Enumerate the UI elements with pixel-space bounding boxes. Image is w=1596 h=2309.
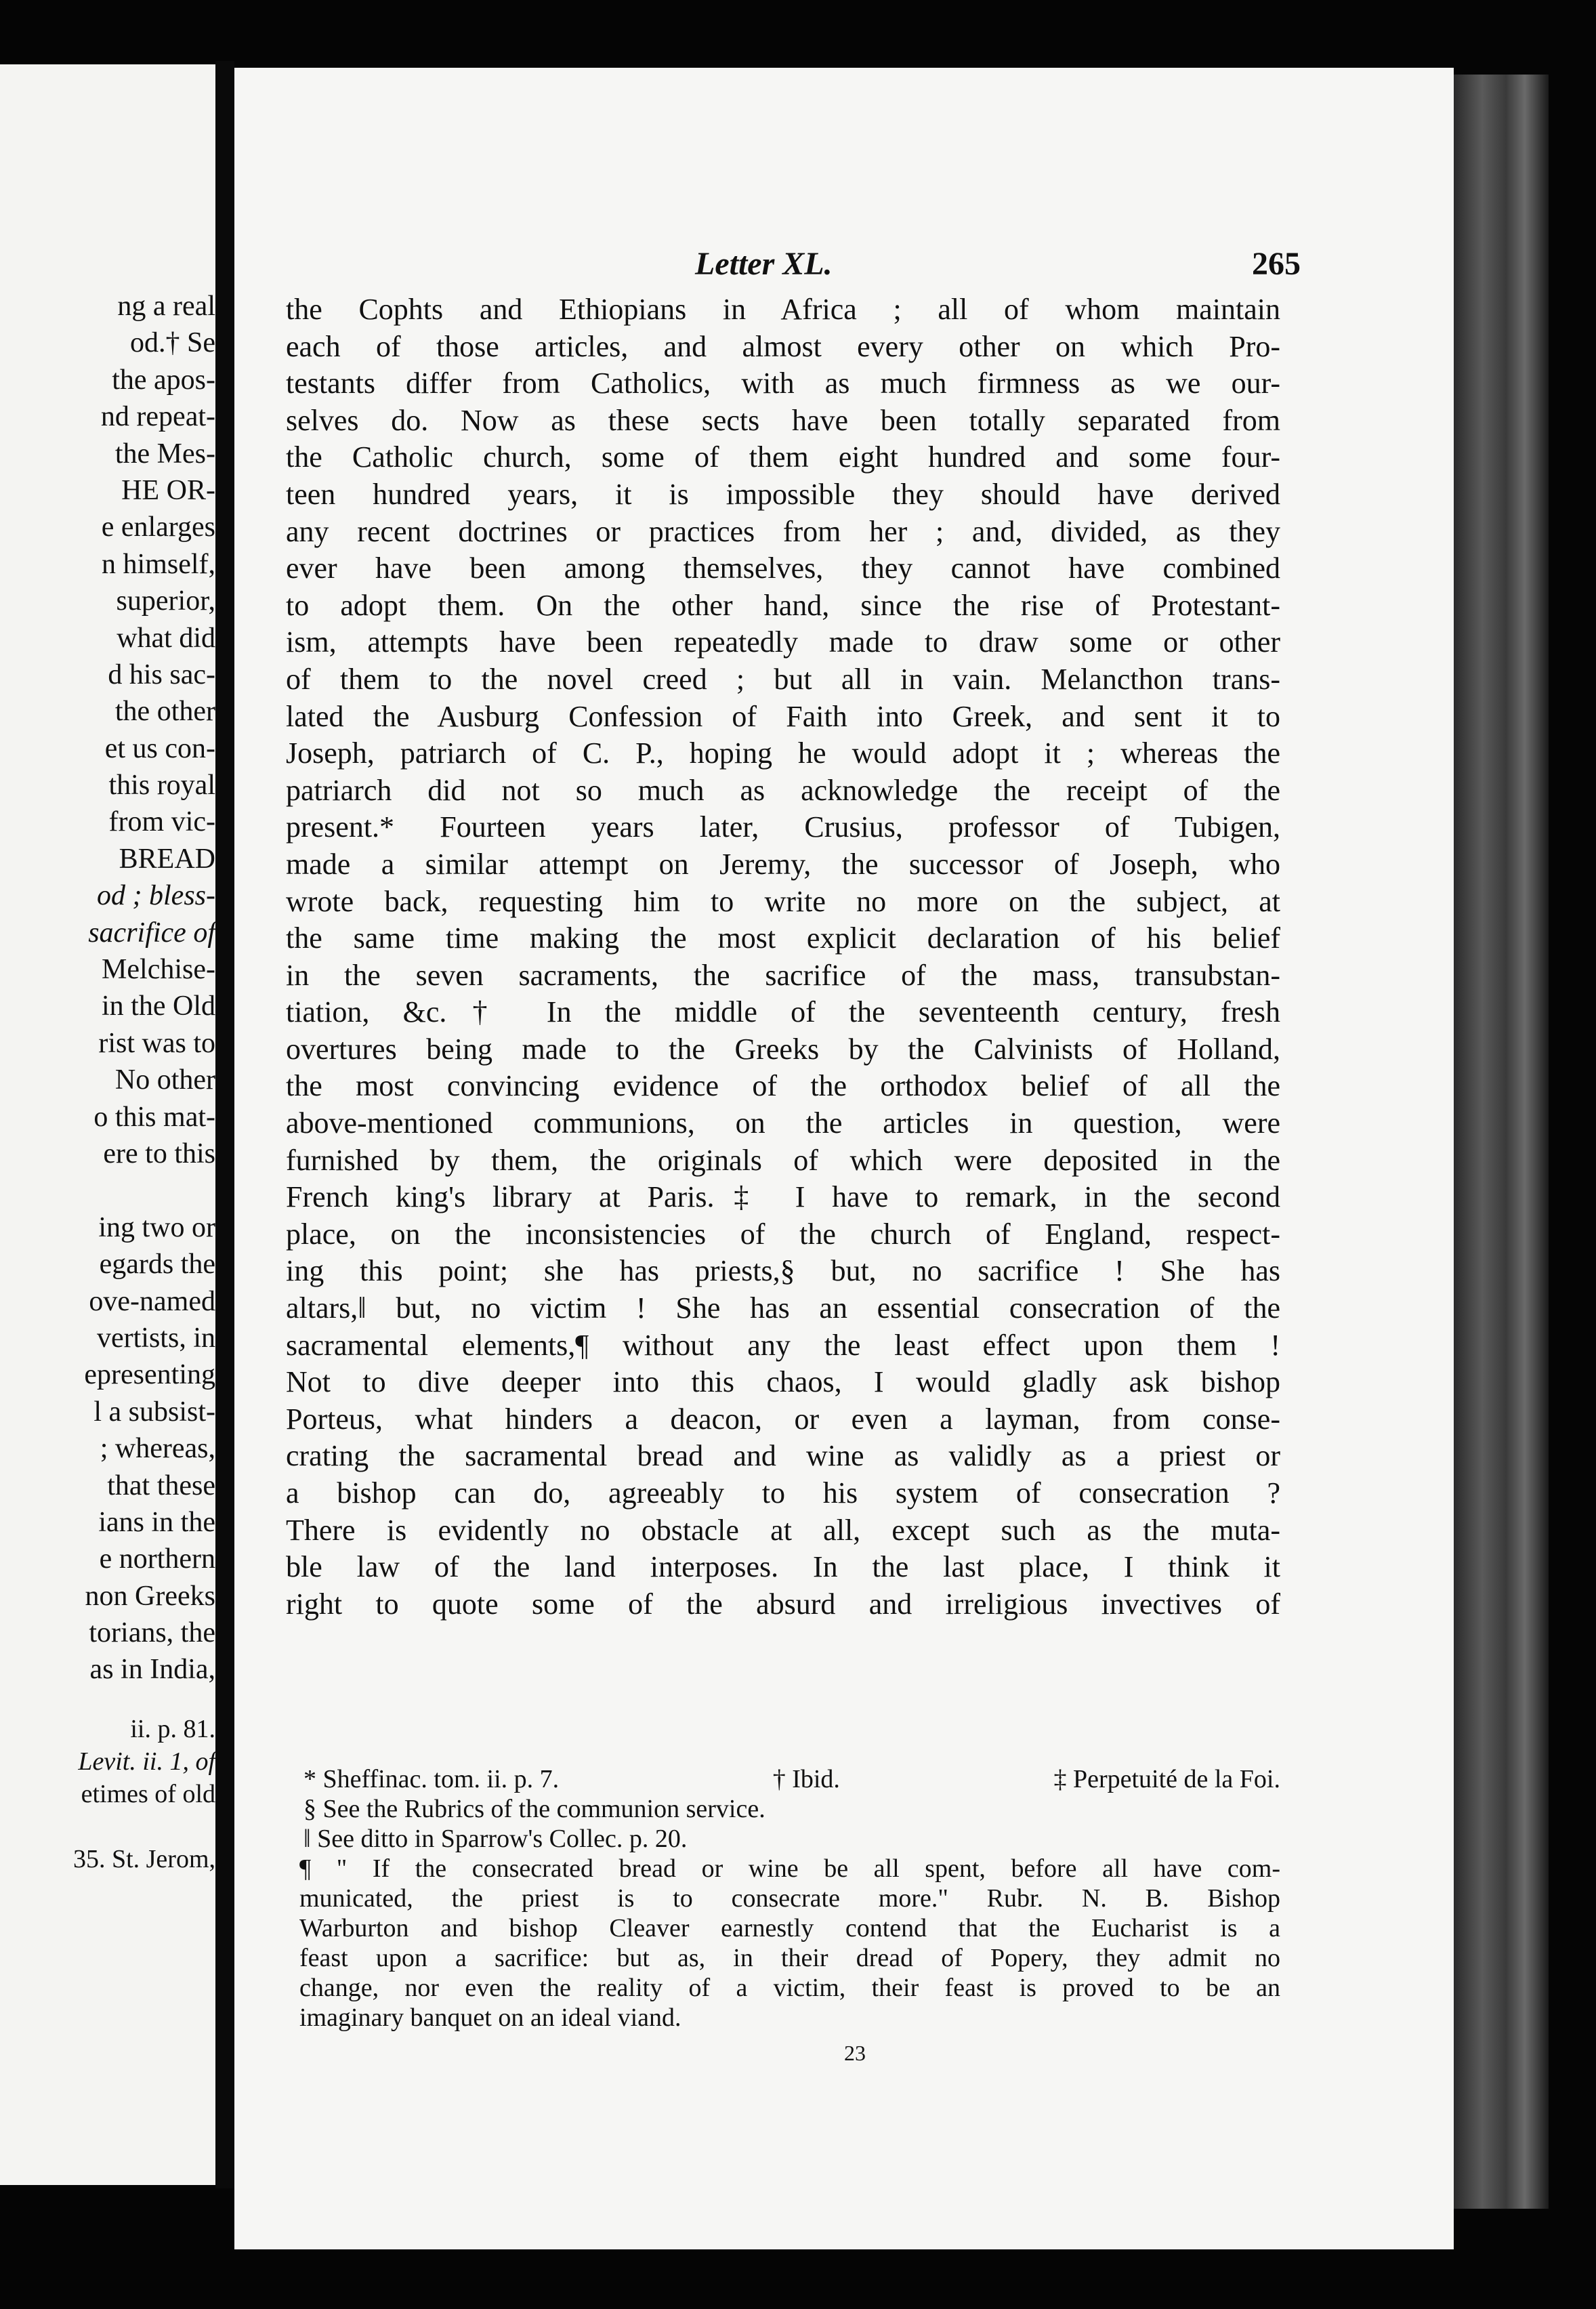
- body-line: the Cophts and Ethiopians in Africa ; all of whom maintain: [286, 293, 1280, 326]
- body-line: in the seven sacraments, the sacrifice of the mass, transubstan-: [286, 958, 1280, 992]
- body-line: patriarch did not so much as acknowledge the receipt of the: [286, 773, 1280, 807]
- left-page-line: that these: [107, 1470, 215, 1501]
- left-page-line: ians in the: [98, 1506, 215, 1538]
- body-line: altars,‖ but, no victim ! She has an essential consecration of the: [286, 1291, 1280, 1325]
- left-page-line: ove-named: [89, 1285, 215, 1317]
- left-page-line: HE OR-: [121, 474, 215, 506]
- left-page-line: epresenting: [84, 1359, 215, 1391]
- left-page-line: what did: [117, 622, 215, 654]
- footnote-pilcrow-line: imaginary banquet on an ideal viand.: [299, 2003, 681, 2032]
- left-page-line: ere to this: [103, 1138, 215, 1169]
- left-page-line: ing two or: [98, 1211, 215, 1243]
- footnote-pilcrow-line: ¶ " If the consecrated bread or wine be all spent, before all have com-: [299, 1854, 1280, 1883]
- left-page-line: the Mes-: [114, 438, 215, 470]
- footnote-star: * Sheffinac. tom. ii. p. 7.: [303, 1765, 560, 1793]
- left-page-line: vertists, in: [97, 1322, 215, 1354]
- page-number: 265: [1252, 246, 1301, 282]
- left-page-line: Melchise-: [102, 954, 215, 986]
- left-page-line: ; whereas,: [100, 1433, 215, 1465]
- body-line: ism, attempts have been repeatedly made to draw some or other: [286, 625, 1280, 659]
- left-page-line: superior,: [116, 585, 215, 617]
- footnote-pilcrow-line: change, nor even the reality of a victim, their feast is proved to be an: [299, 1974, 1280, 2002]
- left-page-line: o this mat-: [93, 1101, 215, 1133]
- body-line: Joseph, patriarch of C. P., hoping he would adopt it ; whereas the: [286, 736, 1280, 770]
- body-line: ing this point; she has priests,§ but, no sacrifice ! She has: [286, 1254, 1280, 1288]
- left-page-line: as in India,: [89, 1654, 215, 1686]
- book-gutter: [215, 61, 234, 2188]
- left-page-line: sacrifice of: [88, 917, 215, 949]
- left-page-line: ng a real: [117, 291, 215, 322]
- running-title: Letter XL.: [695, 246, 833, 282]
- body-line: to adopt them. On the other hand, since the rise of Protestant-: [286, 588, 1280, 622]
- body-line: right to quote some of the absurd and irreligious invectives of: [286, 1587, 1280, 1621]
- signature-mark: 23: [844, 2041, 866, 2065]
- footnote-row-1: [299, 1764, 1280, 1794]
- main-page: [234, 68, 1454, 2249]
- body-line: each of those articles, and almost every other on which Pro-: [286, 329, 1280, 363]
- body-line: present.* Fourteen years later, Crusius, professor of Tubigen,: [286, 810, 1280, 844]
- body-line: French king's library at Paris.‡ I have to remark, in the second: [286, 1180, 1280, 1214]
- left-page-footnote-line: ii. p. 81.: [130, 1714, 215, 1743]
- left-page-line: d his sac-: [108, 659, 215, 690]
- footnote-double-dagger: ‡ Perpetuité de la Foi.: [1053, 1765, 1280, 1793]
- body-line: sacramental elements,¶ without any the least effect upon them !: [286, 1328, 1280, 1362]
- body-line: crating the sacramental bread and wine as validly as a priest or: [286, 1439, 1280, 1473]
- body-line: teen hundred years, it is impossible they should have derived: [286, 477, 1280, 511]
- left-page-line: torians, the: [89, 1617, 215, 1649]
- body-line: lated the Ausburg Confession of Faith into Greek, and sent it to: [286, 699, 1280, 733]
- body-text: [286, 291, 1280, 1623]
- body-line: the most convincing evidence of the orthodox belief of all the: [286, 1069, 1280, 1103]
- body-line: the Catholic church, some of them eight hundred and some four-: [286, 440, 1280, 474]
- footnote-pilcrow-line: Warburton and bishop Cleaver earnestly contend that the Eucharist is a: [299, 1914, 1280, 1942]
- left-page-line: n himself,: [102, 548, 215, 580]
- left-page-line: od ; bless-: [97, 880, 215, 912]
- left-page-text: [0, 288, 215, 1875]
- left-page-line: et us con-: [104, 732, 215, 764]
- left-facing-page: [0, 64, 215, 2185]
- left-page-line: this royal: [108, 770, 215, 802]
- left-page-footnote-line: [0, 1810, 215, 1843]
- left-page-line: rist was to: [98, 1027, 215, 1059]
- body-line: Porteus, what hinders a deacon, or even a layman, from conse-: [286, 1402, 1280, 1436]
- body-line: place, on the inconsistencies of the church of England, respect-: [286, 1217, 1280, 1251]
- footnote-pilcrow-line: municated, the priest is to consecrate more." Rubr. N. B. Bishop: [299, 1884, 1280, 1913]
- left-page-line: egards the: [99, 1249, 215, 1281]
- footnote-pilcrow-line: feast upon a sacrifice: but as, in their dread of Popery, they admit no: [299, 1944, 1280, 1972]
- body-line: the same time making the most explicit declaration of his belief: [286, 921, 1280, 955]
- footnote-dagger: † Ibid.: [772, 1765, 840, 1793]
- footnote-pilcrow: [299, 1854, 1280, 2033]
- footnote-section: § See the Rubrics of the communion service.: [303, 1795, 765, 1823]
- left-page-line: e northern: [99, 1543, 215, 1575]
- page-edges: [1454, 75, 1549, 2209]
- body-line: selves do. Now as these sects have been totally separated from: [286, 403, 1280, 437]
- body-line: above-mentioned communions, on the articles in question, were: [286, 1106, 1280, 1140]
- left-page-line: od.† Se: [130, 327, 215, 359]
- left-page-line: in the Old: [102, 991, 215, 1022]
- left-page-line: [0, 1172, 215, 1209]
- left-page-footnote-line: 35. St. Jerom,: [72, 1844, 215, 1873]
- body-line: tiation, &c.† In the middle of the seventeenth century, fresh: [286, 995, 1280, 1029]
- body-line: ever have been among themselves, they cannot have combined: [286, 552, 1280, 585]
- body-line: ble law of the land interposes. In the last place, I think it: [286, 1550, 1280, 1584]
- left-page-footnote-line: etimes of old: [81, 1779, 215, 1808]
- body-line: testants differ from Catholics, with as much firmness as we our-: [286, 367, 1280, 400]
- left-page-footnote-line: Levit. ii. 1, of: [78, 1747, 215, 1776]
- left-page-line: No other: [114, 1064, 215, 1096]
- body-line: Not to dive deeper into this chaos, I would gladly ask bishop: [286, 1365, 1280, 1399]
- left-page-line: the apos-: [112, 364, 215, 396]
- left-page-line: from vic-: [108, 806, 215, 838]
- body-line: wrote back, requesting him to write no more on the subject, at: [286, 884, 1280, 918]
- left-page-line: l a subsist-: [93, 1396, 215, 1428]
- page-header: [234, 245, 1454, 293]
- body-line: There is evidently no obstacle at all, except such as the muta-: [286, 1513, 1280, 1547]
- body-line: overtures being made to the Greeks by the Calvinists of Holland,: [286, 1032, 1280, 1066]
- body-line: made a similar attempt on Jeremy, the successor of Joseph, who: [286, 847, 1280, 881]
- body-line: furnished by them, the originals of which were deposited in the: [286, 1143, 1280, 1177]
- left-page-line: nd repeat-: [100, 401, 215, 433]
- footnotes: [299, 1764, 1280, 2033]
- body-line: any recent doctrines or practices from her ; and, divided, as they: [286, 514, 1280, 548]
- left-page-line: BREAD: [119, 843, 215, 875]
- footnote-parallel: ‖ See ditto in Sparrow's Collec. p. 20.: [303, 1825, 688, 1853]
- left-page-line: e enlarges: [101, 512, 215, 543]
- body-line: of them to the novel creed ; but all in vain. Melancthon trans-: [286, 662, 1280, 696]
- left-page-line: non Greeks: [85, 1580, 215, 1612]
- left-page-line: the other: [114, 696, 215, 728]
- body-line: a bishop can do, agreeably to his system of consecration ?: [286, 1476, 1280, 1510]
